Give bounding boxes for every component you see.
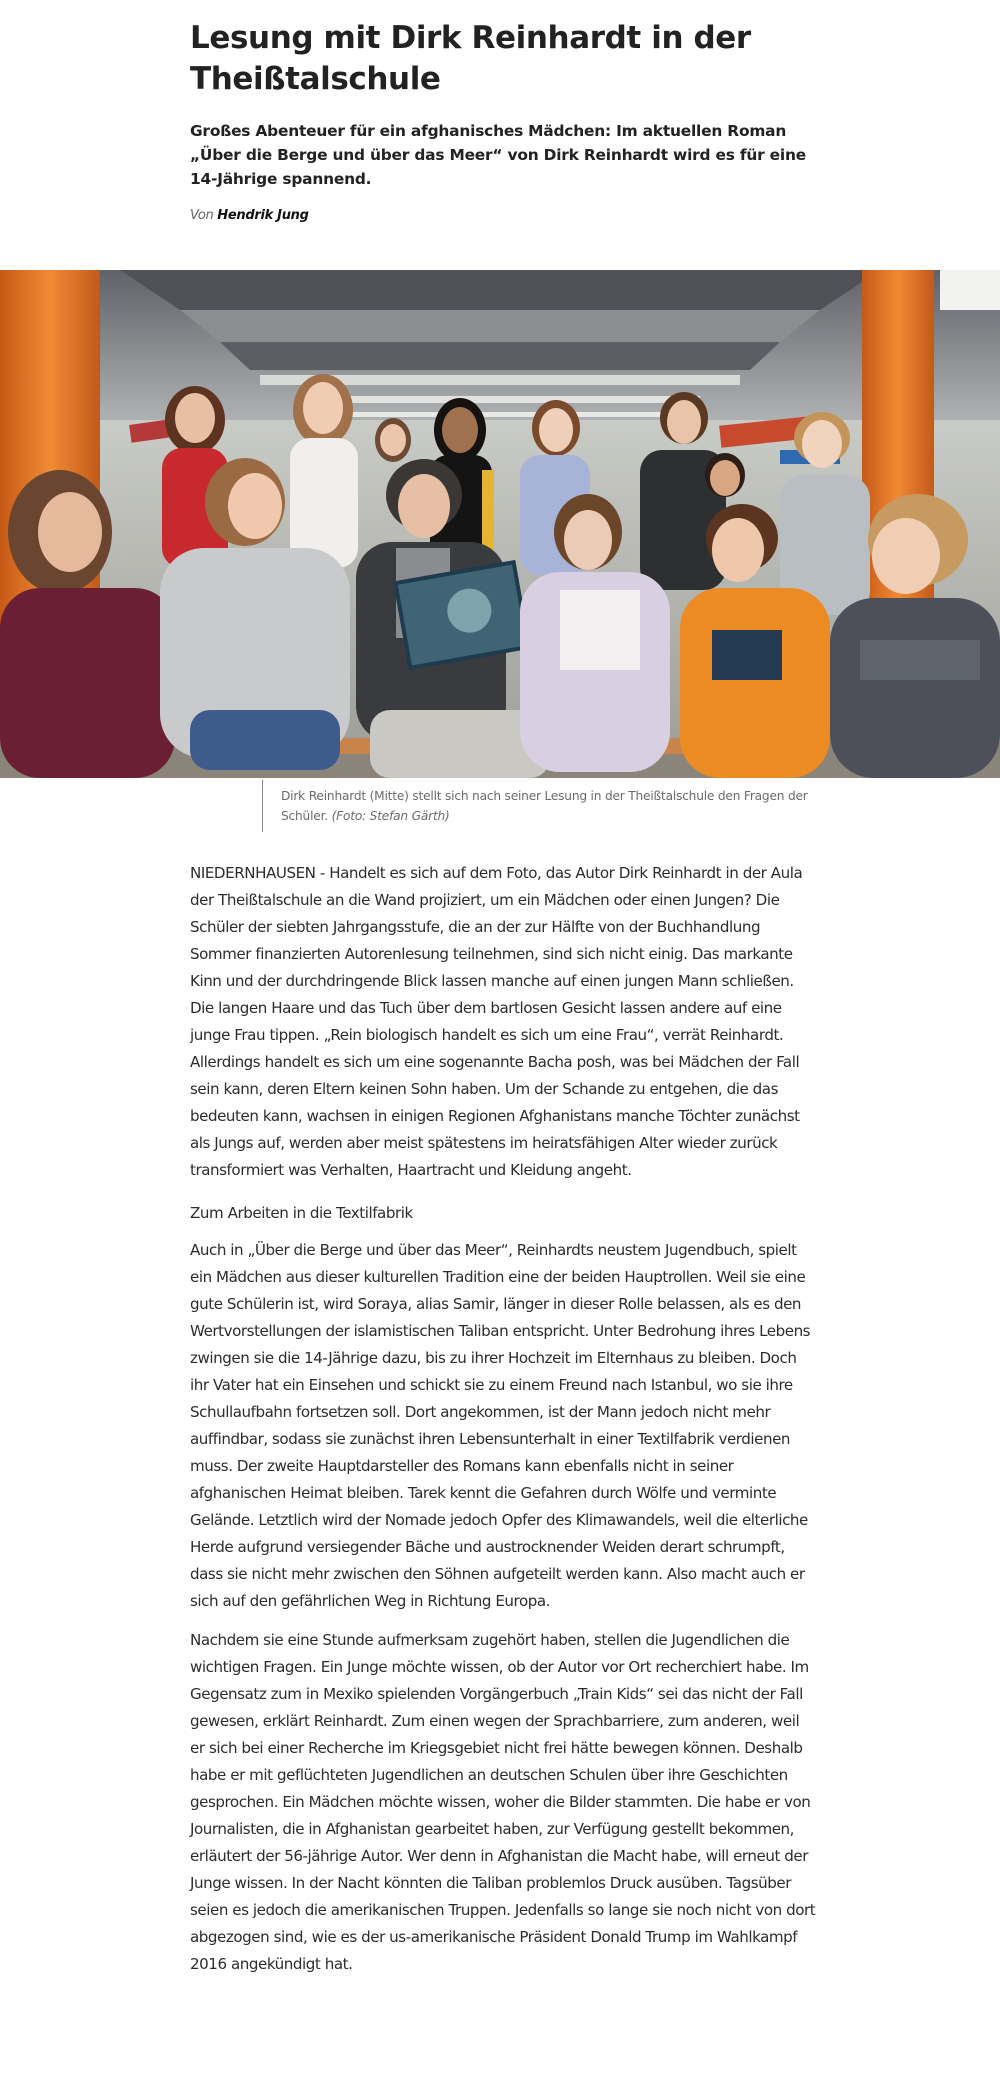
paragraph-1: NIEDERNHAUSEN - Handelt es sich auf dem Foto, das Autor Dirk Reinhardt in der Aula der Theißtalschule an die Wand projiziert, um ein Mädchen oder einen Jungen? Die Schüler der siebten Jahrgangsstufe, die an der zur Hälfte von der Buchhandlung Sommer finanzierten Autorenlesung teilnehmen, sind sich nicht einig. Das markante Kinn und der durchdringende Blick lassen manche auf einen jungen Mann schließen. Die langen Haare und das Tuch über dem bartlosen Gesicht lassen andere auf eine junge Frau tippen. „Rein biologisch handelt es sich um eine Frau“, verrät Reinhardt. Allerdings handelt es sich um eine sogenannte Bacha posh, was bei Mädchen der Fall sein kann, deren Eltern keinen Sohn haben. Um der Schande zu entgehen, die das bedeuten kann, wachsen in einigen Regionen Afghanistans manche Töchter zunächst als Jungs auf, werden aber meist spätestens im heiratsfähigen Alter wieder zurück transformiert was Verhalten, Haartracht und Kleidung angeht. (190, 864, 803, 1179)
article-body (190, 860, 818, 1990)
byline (190, 208, 810, 223)
caption-text: Dirk Reinhardt (Mitte) stellt sich nach seiner Lesung in der Theißtalschule den Fragen der Schüler. (281, 789, 808, 823)
photo-credit: (Foto: Stefan Gärth) (331, 809, 450, 823)
paragraph-3: Nachdem sie eine Stunde aufmerksam zugehört haben, stellen die Jugendlichen die wichtigen Fragen. Ein Junge möchte wissen, ob der Autor vor Ort recherchiert habe. Im Gegensatz zum in Mexiko spielenden Vorgängerbuch „Train Kids“ sei das nicht der Fall gewesen, erklärt Reinhardt. Zum einen wegen der Sprachbarriere, zum anderen, weil er sich bei einer Recherche im Kriegsgebiet nicht frei hätte bewegen können. Deshalb habe er mit geflüchteten Jugendlichen an deutschen Schulen über ihre Geschichten gesprochen. Ein Mädchen möchte wissen, woher die Bilder stammten. Die habe er von Journalisten, die in Afghanistan gearbeitet haben, zur Verfügung gestellt bekommen, erläutert der 56-jährige Autor. Wer denn in Afghanistan die Macht habe, will erneut der Junge wissen. In der Nacht könnten die Taliban problemlos Druck ausüben. Tagsüber seien es jedoch die amerikanischen Truppen. Jedenfalls so lange sie noch nicht von dort abgezogen sind, wie es der us-amerikanische Präsident Donald Trump im Wahlkampf 2016 angekündigt hat. (190, 1631, 816, 1973)
subheading: Zum Arbeiten in die Textilfabrik (190, 1204, 413, 1222)
article-lead: Großes Abenteuer für ein afghanisches Mädchen: Im aktuellen Roman „Über die Berge und über das Meer“ von Dirk Reinhardt wird es für eine 14-Jährige spannend. (190, 122, 806, 188)
author-link[interactable]: Hendrik Jung (217, 208, 309, 223)
byline-prefix: Von (190, 208, 214, 223)
paragraph-2: Auch in „Über die Berge und über das Meer“, Reinhardts neustem Jugendbuch, spielt ein Mädchen aus dieser kulturellen Tradition eine der beiden Hauptrollen. Weil sie eine gute Schülerin ist, wird Soraya, alias Samir, länger in dieser Rolle belassen, als es den Wertvorstellungen der islamistischen Taliban entspricht. Unter Bedrohung ihres Lebens zwingen sie die 14-Jährige dazu, bis zu ihrer Hochzeit im Elternhaus zu bleiben. Doch ihr Vater hat ein Einsehen und schickt sie zu einem Freund nach Istanbul, wo sie ihre Schullaufbahn fortsetzen soll. Dort angekommen, ist der Mann jedoch nicht mehr auffindbar, sodass sie zunächst ihren Lebensunterhalt in einer Textilfabrik verdienen muss. Der zweite Hauptdarsteller des Romans kann ebenfalls nicht in seiner afghanischen Heimat bleiben. Tarek kennt die Gefahren durch Wölfe und verminte Gelände. Letztlich wird der Nomade jedoch Opfer des Klimawandels, weil die elterliche Herde aufgrund versiegender Bäche und austrocknender Weiden derart schrumpft, dass sie nicht mehr zwischen den Söhnen aufgeteilt werden kann. Also macht auch er sich auf den gefährlichen Weg in Richtung Europa. (190, 1241, 811, 1610)
photo-caption (262, 780, 822, 832)
article-title: Lesung mit Dirk Reinhardt in der Theißtalschule (190, 20, 751, 97)
article-header (190, 18, 810, 223)
article-photo (0, 270, 1000, 778)
